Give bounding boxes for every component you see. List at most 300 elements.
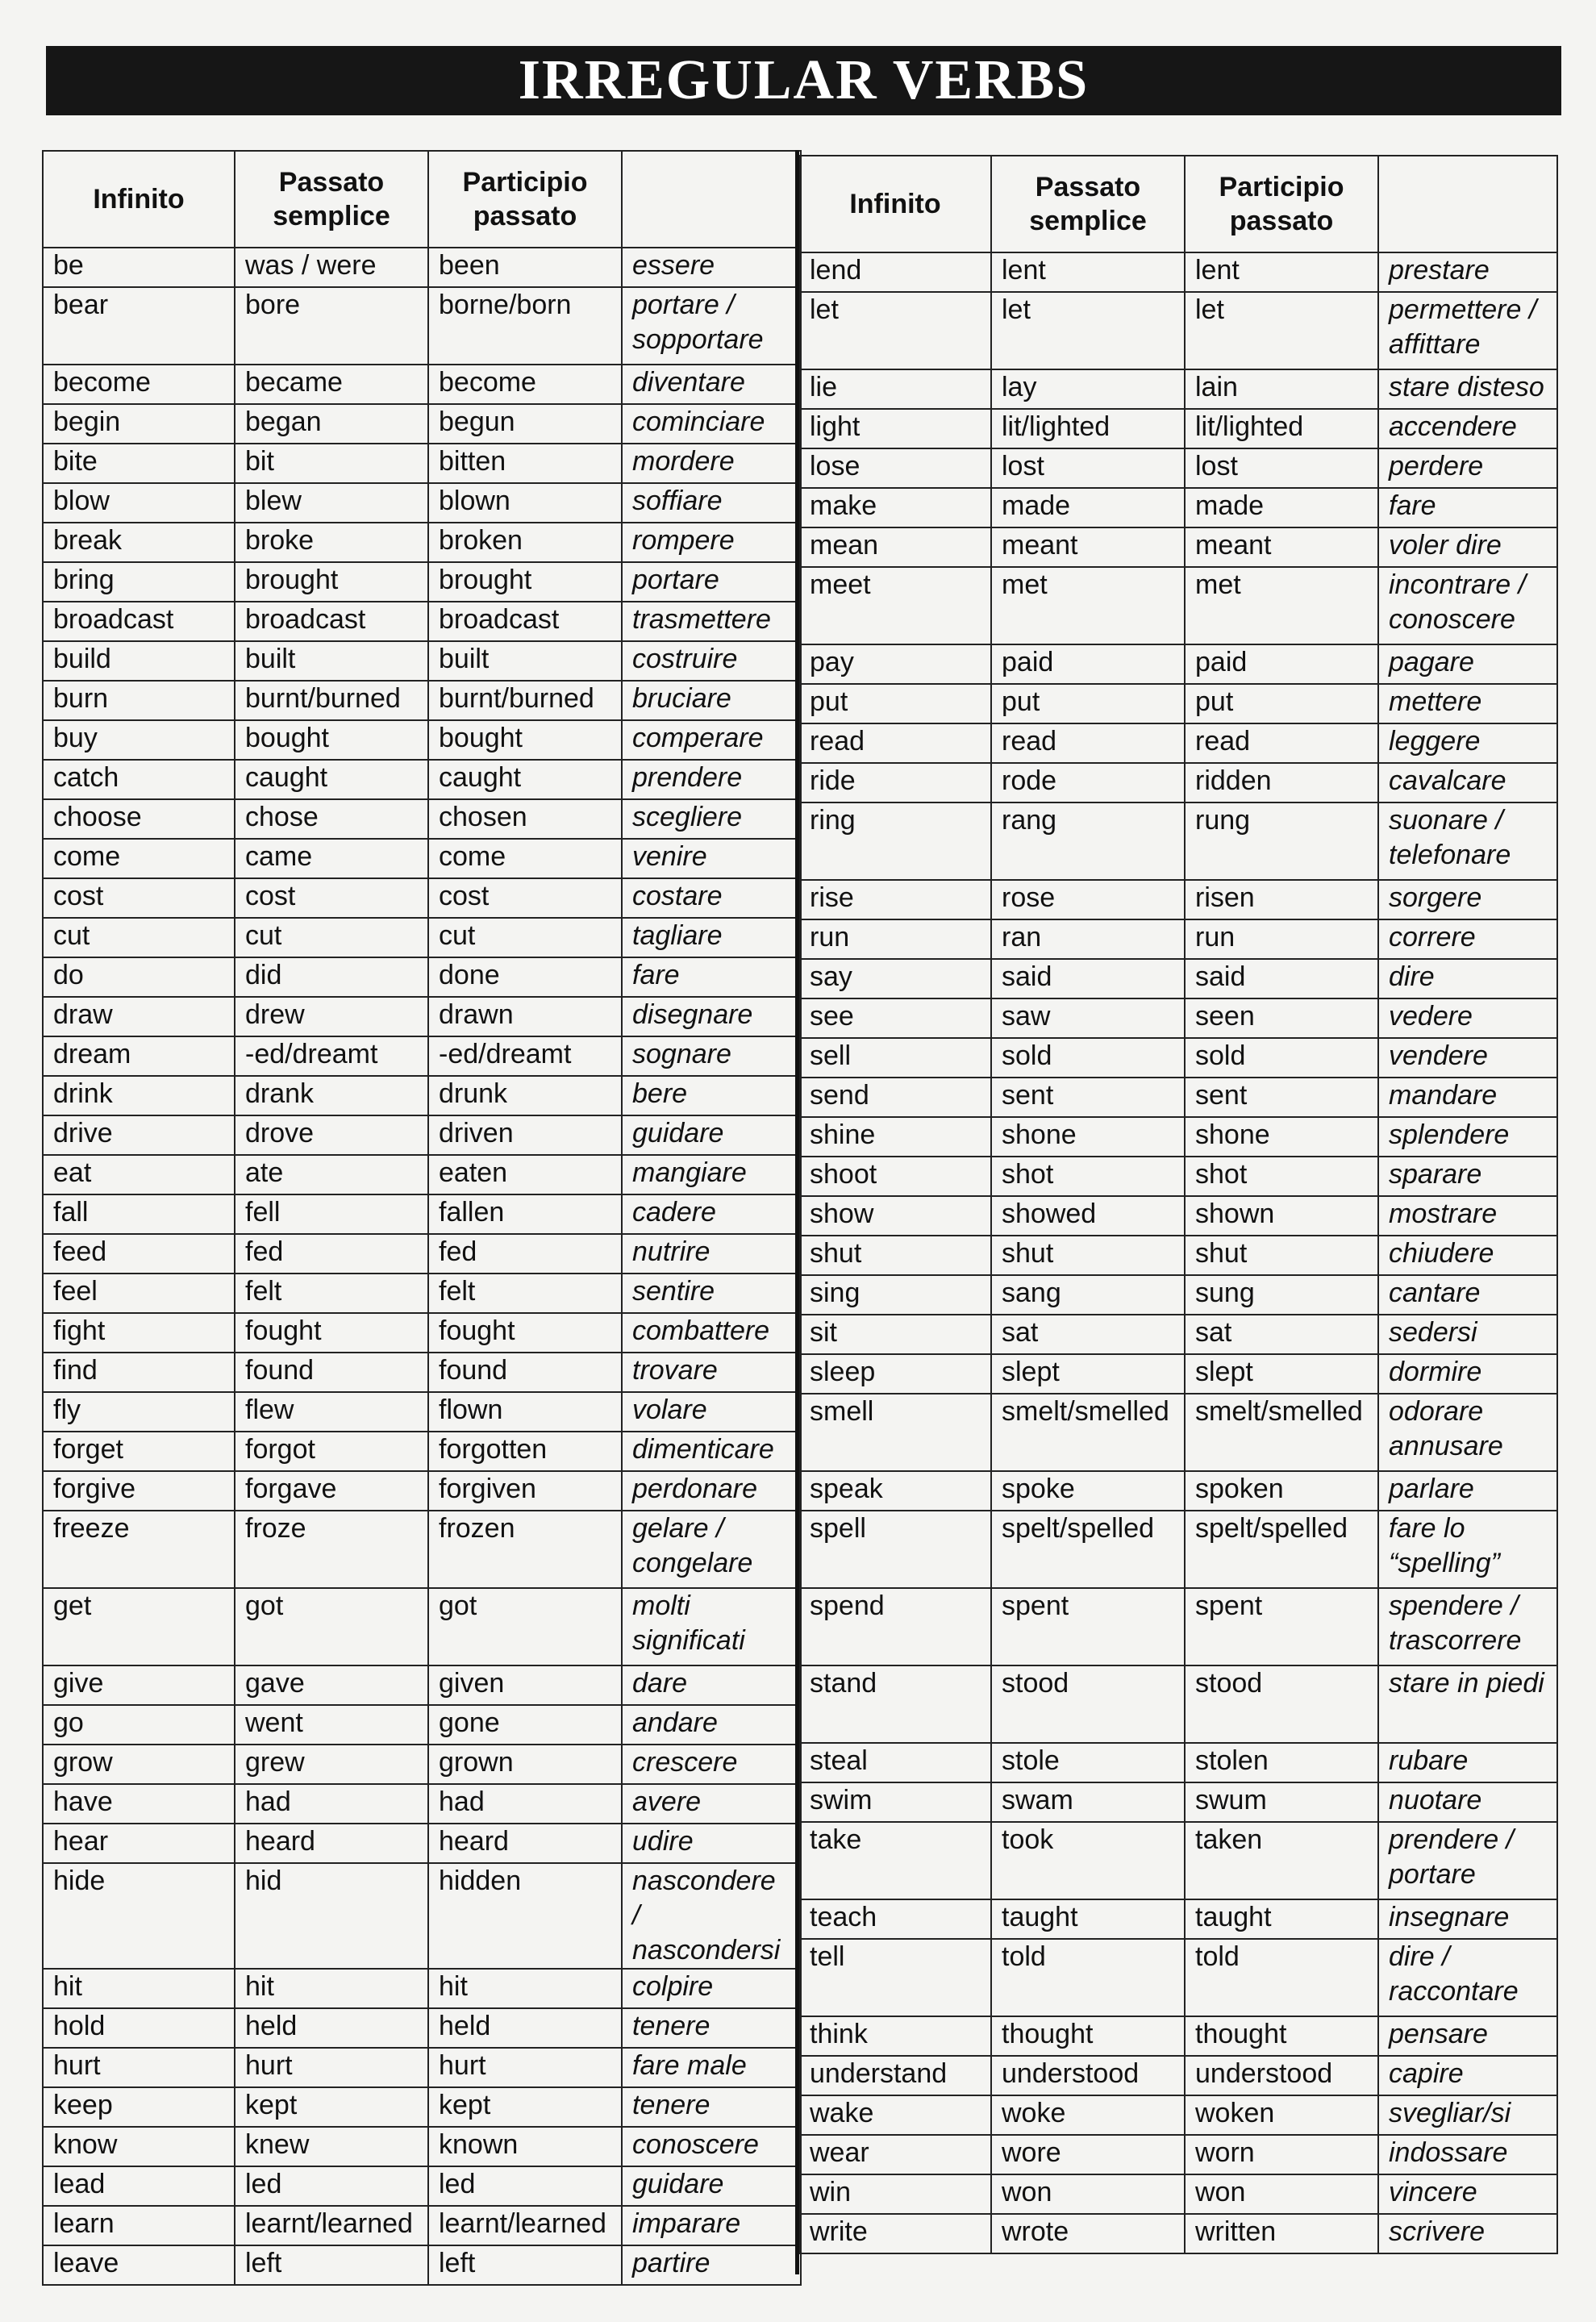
past-participle-cell: swum — [1185, 1782, 1378, 1822]
infinitive-cell: have — [43, 1784, 235, 1824]
italian-translation-cell: dormire — [1378, 1354, 1557, 1394]
infinitive-cell: shut — [799, 1236, 991, 1275]
simple-past-cell: burnt/burned — [235, 681, 428, 720]
past-participle-cell: been — [428, 248, 622, 287]
past-participle-cell: shot — [1185, 1157, 1378, 1196]
verb-row — [43, 957, 801, 997]
italian-translation-cell: nuotare — [1378, 1782, 1557, 1822]
italian-translation-cell: tenere — [622, 2087, 801, 2127]
past-participle-cell: drunk — [428, 1076, 622, 1115]
infinitive-cell: keep — [43, 2087, 235, 2127]
simple-past-cell: held — [235, 2008, 428, 2048]
infinitive-cell: wake — [799, 2095, 991, 2135]
simple-past-cell: paid — [991, 644, 1185, 684]
infinitive-cell: sit — [799, 1315, 991, 1354]
simple-past-cell: blew — [235, 483, 428, 523]
infinitive-cell: drink — [43, 1076, 235, 1115]
past-participle-cell: fallen — [428, 1194, 622, 1234]
simple-past-cell: forgot — [235, 1432, 428, 1471]
verb-row — [43, 2127, 801, 2166]
verb-row — [43, 1313, 801, 1353]
verb-row — [43, 365, 801, 404]
simple-past-cell: rose — [991, 880, 1185, 919]
infinitive-cell: fall — [43, 1194, 235, 1234]
past-participle-cell: fed — [428, 1234, 622, 1274]
infinitive-cell: read — [799, 723, 991, 763]
italian-translation-cell: dare — [622, 1665, 801, 1705]
infinitive-cell: know — [43, 2127, 235, 2166]
simple-past-cell: shone — [991, 1117, 1185, 1157]
verbs-table-left — [42, 150, 802, 2286]
verb-row — [43, 720, 801, 760]
simple-past-cell: stood — [991, 1665, 1185, 1743]
verb-row — [799, 2095, 1557, 2135]
simple-past-cell: woke — [991, 2095, 1185, 2135]
infinitive-cell: meet — [799, 567, 991, 644]
italian-translation-cell: fare lo “spelling” — [1378, 1511, 1557, 1588]
past-participle-cell: thought — [1185, 2016, 1378, 2056]
past-participle-cell: stolen — [1185, 1743, 1378, 1782]
past-participle-cell: given — [428, 1665, 622, 1705]
header-passato-semplice: Passato semplice — [235, 151, 428, 248]
verb-row — [43, 799, 801, 839]
infinitive-cell: pay — [799, 644, 991, 684]
verb-row — [799, 998, 1557, 1038]
italian-translation-cell: prendere / portare — [1378, 1822, 1557, 1899]
simple-past-cell: gave — [235, 1665, 428, 1705]
past-participle-cell: put — [1185, 684, 1378, 723]
verb-row — [799, 1743, 1557, 1782]
verb-row — [43, 562, 801, 602]
italian-translation-cell: guidare — [622, 2166, 801, 2206]
infinitive-cell: dream — [43, 1036, 235, 1076]
verb-row — [43, 1863, 801, 1969]
verb-row — [799, 2174, 1557, 2214]
header-passato-semplice: Passato semplice — [991, 156, 1185, 252]
past-participle-cell: forgotten — [428, 1432, 622, 1471]
past-participle-cell: woken — [1185, 2095, 1378, 2135]
simple-past-cell: thought — [991, 2016, 1185, 2056]
past-participle-cell: sat — [1185, 1315, 1378, 1354]
italian-translation-cell: venire — [622, 839, 801, 878]
past-participle-cell: lost — [1185, 448, 1378, 488]
simple-past-cell: took — [991, 1822, 1185, 1899]
italian-translation-cell: dire / raccontare — [1378, 1939, 1557, 2016]
past-participle-cell: brought — [428, 562, 622, 602]
italian-translation-cell: dire — [1378, 959, 1557, 998]
simple-past-cell: fought — [235, 1313, 428, 1353]
simple-past-cell: cost — [235, 878, 428, 918]
simple-past-cell: lost — [991, 448, 1185, 488]
infinitive-cell: blow — [43, 483, 235, 523]
verb-row — [43, 1824, 801, 1863]
verb-row — [43, 248, 801, 287]
simple-past-cell: broadcast — [235, 602, 428, 641]
past-participle-cell: risen — [1185, 880, 1378, 919]
simple-past-cell: bit — [235, 444, 428, 483]
past-participle-cell: hidden — [428, 1863, 622, 1969]
verb-row — [799, 1354, 1557, 1394]
simple-past-cell: had — [235, 1784, 428, 1824]
verb-row — [799, 1196, 1557, 1236]
verb-row — [799, 567, 1557, 644]
italian-translation-cell: volare — [622, 1392, 801, 1432]
infinitive-cell: forget — [43, 1432, 235, 1471]
italian-translation-cell: tagliare — [622, 918, 801, 957]
infinitive-cell: choose — [43, 799, 235, 839]
verb-row — [43, 1115, 801, 1155]
infinitive-cell: put — [799, 684, 991, 723]
italian-translation-cell: sognare — [622, 1036, 801, 1076]
verb-row — [799, 448, 1557, 488]
past-participle-cell: blown — [428, 483, 622, 523]
italian-translation-cell: chiudere — [1378, 1236, 1557, 1275]
simple-past-cell: fed — [235, 1234, 428, 1274]
italian-translation-cell: comperare — [622, 720, 801, 760]
italian-translation-cell: trasmettere — [622, 602, 801, 641]
past-participle-cell: spoken — [1185, 1471, 1378, 1511]
italian-translation-cell: incontrare / conoscere — [1378, 567, 1557, 644]
verb-row — [799, 1117, 1557, 1157]
simple-past-cell: did — [235, 957, 428, 997]
verb-row — [43, 681, 801, 720]
simple-past-cell: felt — [235, 1274, 428, 1313]
italian-translation-cell: stare in piedi — [1378, 1665, 1557, 1743]
infinitive-cell: hold — [43, 2008, 235, 2048]
italian-translation-cell: rompere — [622, 523, 801, 562]
infinitive-cell: get — [43, 1588, 235, 1665]
infinitive-cell: buy — [43, 720, 235, 760]
infinitive-cell: forgive — [43, 1471, 235, 1511]
simple-past-cell: stole — [991, 1743, 1185, 1782]
italian-translation-cell: spendere / trascorrere — [1378, 1588, 1557, 1665]
italian-translation-cell: soffiare — [622, 483, 801, 523]
infinitive-cell: hit — [43, 1969, 235, 2008]
italian-translation-cell: udire — [622, 1824, 801, 1863]
italian-translation-cell: voler dire — [1378, 527, 1557, 567]
infinitive-cell: lend — [799, 252, 991, 292]
simple-past-cell: caught — [235, 760, 428, 799]
simple-past-cell: told — [991, 1939, 1185, 2016]
verb-row — [799, 1315, 1557, 1354]
past-participle-cell: come — [428, 839, 622, 878]
simple-past-cell: showed — [991, 1196, 1185, 1236]
header-infinito: Infinito — [799, 156, 991, 252]
italian-translation-cell: portare / sopportare — [622, 287, 801, 365]
infinitive-cell: bring — [43, 562, 235, 602]
verb-row — [43, 2206, 801, 2245]
past-participle-cell: known — [428, 2127, 622, 2166]
infinitive-cell: catch — [43, 760, 235, 799]
past-participle-cell: forgiven — [428, 1471, 622, 1511]
past-participle-cell: shone — [1185, 1117, 1378, 1157]
past-participle-cell: driven — [428, 1115, 622, 1155]
verb-row — [799, 1899, 1557, 1939]
infinitive-cell: teach — [799, 1899, 991, 1939]
infinitive-cell: tell — [799, 1939, 991, 2016]
infinitive-cell: break — [43, 523, 235, 562]
header-italian — [1378, 156, 1557, 252]
verb-row — [43, 1511, 801, 1588]
past-participle-cell: eaten — [428, 1155, 622, 1194]
italian-translation-cell: colpire — [622, 1969, 801, 2008]
simple-past-cell: meant — [991, 527, 1185, 567]
simple-past-cell: sang — [991, 1275, 1185, 1315]
verb-row — [43, 1155, 801, 1194]
verb-row — [799, 369, 1557, 409]
infinitive-cell: mean — [799, 527, 991, 567]
simple-past-cell: cut — [235, 918, 428, 957]
italian-translation-cell: perdere — [1378, 448, 1557, 488]
infinitive-cell: win — [799, 2174, 991, 2214]
infinitive-cell: cut — [43, 918, 235, 957]
infinitive-cell: let — [799, 292, 991, 369]
past-participle-cell: made — [1185, 488, 1378, 527]
italian-translation-cell: conoscere — [622, 2127, 801, 2166]
italian-translation-cell: disegnare — [622, 997, 801, 1036]
italian-translation-cell: mettere — [1378, 684, 1557, 723]
verb-row — [799, 2135, 1557, 2174]
italian-translation-cell: pagare — [1378, 644, 1557, 684]
italian-translation-cell: portare — [622, 562, 801, 602]
past-participle-cell: spent — [1185, 1588, 1378, 1665]
infinitive-cell: stand — [799, 1665, 991, 1743]
past-participle-cell: gone — [428, 1705, 622, 1745]
infinitive-cell: shoot — [799, 1157, 991, 1196]
infinitive-cell: come — [43, 839, 235, 878]
verb-row — [799, 1665, 1557, 1743]
italian-translation-cell: prendere — [622, 760, 801, 799]
simple-past-cell: put — [991, 684, 1185, 723]
verb-row — [43, 483, 801, 523]
verbs-table-right — [798, 155, 1558, 2254]
simple-past-cell: hurt — [235, 2048, 428, 2087]
verb-row — [43, 839, 801, 878]
simple-past-cell: was / were — [235, 248, 428, 287]
verb-row — [43, 760, 801, 799]
verb-row — [43, 2166, 801, 2206]
verb-row — [799, 723, 1557, 763]
infinitive-cell: swim — [799, 1782, 991, 1822]
simple-past-cell: spent — [991, 1588, 1185, 1665]
italian-translation-cell: trovare — [622, 1353, 801, 1392]
simple-past-cell: made — [991, 488, 1185, 527]
infinitive-cell: lead — [43, 2166, 235, 2206]
verb-row — [43, 1353, 801, 1392]
past-participle-cell: grown — [428, 1745, 622, 1784]
verb-row — [43, 918, 801, 957]
infinitive-cell: freeze — [43, 1511, 235, 1588]
simple-past-cell: got — [235, 1588, 428, 1665]
simple-past-cell: went — [235, 1705, 428, 1745]
simple-past-cell: sat — [991, 1315, 1185, 1354]
italian-translation-cell: fare — [1378, 488, 1557, 527]
simple-past-cell: saw — [991, 998, 1185, 1038]
infinitive-cell: cost — [43, 878, 235, 918]
italian-translation-cell: combattere — [622, 1313, 801, 1353]
verb-row — [799, 802, 1557, 880]
past-participle-cell: told — [1185, 1939, 1378, 2016]
italian-translation-cell: parlare — [1378, 1471, 1557, 1511]
verb-row — [43, 1076, 801, 1115]
verb-row — [799, 409, 1557, 448]
italian-translation-cell: costruire — [622, 641, 801, 681]
italian-translation-cell: indossare — [1378, 2135, 1557, 2174]
verb-row — [799, 1078, 1557, 1117]
past-participle-cell: taught — [1185, 1899, 1378, 1939]
verb-row — [799, 644, 1557, 684]
past-participle-cell: paid — [1185, 644, 1378, 684]
simple-past-cell: froze — [235, 1511, 428, 1588]
past-participle-cell: hurt — [428, 2048, 622, 2087]
verb-row — [799, 1782, 1557, 1822]
simple-past-cell: spoke — [991, 1471, 1185, 1511]
simple-past-cell: rode — [991, 763, 1185, 802]
past-participle-cell: cost — [428, 878, 622, 918]
infinitive-cell: draw — [43, 997, 235, 1036]
italian-translation-cell: bruciare — [622, 681, 801, 720]
simple-past-cell: shot — [991, 1157, 1185, 1196]
past-participle-cell: felt — [428, 1274, 622, 1313]
past-participle-cell: slept — [1185, 1354, 1378, 1394]
simple-past-cell: built — [235, 641, 428, 681]
past-participle-cell: meant — [1185, 527, 1378, 567]
infinitive-cell: speak — [799, 1471, 991, 1511]
simple-past-cell: shut — [991, 1236, 1185, 1275]
simple-past-cell: grew — [235, 1745, 428, 1784]
infinitive-cell: sleep — [799, 1354, 991, 1394]
past-participle-cell: chosen — [428, 799, 622, 839]
infinitive-cell: light — [799, 409, 991, 448]
past-participle-cell: left — [428, 2245, 622, 2285]
infinitive-cell: hide — [43, 1863, 235, 1969]
past-participle-cell: shown — [1185, 1196, 1378, 1236]
simple-past-cell: drove — [235, 1115, 428, 1155]
infinitive-cell: sell — [799, 1038, 991, 1078]
infinitive-cell: find — [43, 1353, 235, 1392]
infinitive-cell: write — [799, 2214, 991, 2253]
italian-translation-cell: rubare — [1378, 1743, 1557, 1782]
verb-row — [43, 1745, 801, 1784]
past-participle-cell: met — [1185, 567, 1378, 644]
italian-translation-cell: scegliere — [622, 799, 801, 839]
italian-translation-cell: correre — [1378, 919, 1557, 959]
simple-past-cell: wrote — [991, 2214, 1185, 2253]
past-participle-cell: had — [428, 1784, 622, 1824]
verb-row — [799, 959, 1557, 998]
simple-past-cell: heard — [235, 1824, 428, 1863]
past-participle-cell: burnt/burned — [428, 681, 622, 720]
simple-past-cell: fell — [235, 1194, 428, 1234]
verb-row — [799, 252, 1557, 292]
verb-row — [43, 2008, 801, 2048]
infinitive-cell: spell — [799, 1511, 991, 1588]
italian-translation-cell: diventare — [622, 365, 801, 404]
infinitive-cell: lose — [799, 448, 991, 488]
past-participle-cell: lit/lighted — [1185, 409, 1378, 448]
italian-translation-cell: bere — [622, 1076, 801, 1115]
verb-row — [799, 1471, 1557, 1511]
past-participle-cell: seen — [1185, 998, 1378, 1038]
infinitive-cell: burn — [43, 681, 235, 720]
simple-past-cell: taught — [991, 1899, 1185, 1939]
simple-past-cell: won — [991, 2174, 1185, 2214]
verb-row — [43, 444, 801, 483]
italian-translation-cell: splendere — [1378, 1117, 1557, 1157]
italian-translation-cell: cadere — [622, 1194, 801, 1234]
title-banner — [46, 46, 1561, 115]
infinitive-cell: build — [43, 641, 235, 681]
past-participle-cell: broken — [428, 523, 622, 562]
italian-translation-cell: tenere — [622, 2008, 801, 2048]
verb-row — [43, 1274, 801, 1313]
infinitive-cell: learn — [43, 2206, 235, 2245]
infinitive-cell: become — [43, 365, 235, 404]
simple-past-cell: flew — [235, 1392, 428, 1432]
verb-row — [43, 2087, 801, 2127]
simple-past-cell: came — [235, 839, 428, 878]
simple-past-cell: found — [235, 1353, 428, 1392]
past-participle-cell: lent — [1185, 252, 1378, 292]
italian-translation-cell: leggere — [1378, 723, 1557, 763]
simple-past-cell: bore — [235, 287, 428, 365]
verb-row — [799, 1822, 1557, 1899]
verb-row — [799, 1236, 1557, 1275]
past-participle-cell: found — [428, 1353, 622, 1392]
infinitive-cell: ride — [799, 763, 991, 802]
past-participle-cell: sold — [1185, 1038, 1378, 1078]
verb-row — [43, 1392, 801, 1432]
past-participle-cell: broadcast — [428, 602, 622, 641]
simple-past-cell: became — [235, 365, 428, 404]
verb-row — [43, 1234, 801, 1274]
infinitive-cell: run — [799, 919, 991, 959]
past-participle-cell: said — [1185, 959, 1378, 998]
past-participle-cell: heard — [428, 1824, 622, 1863]
italian-translation-cell: cominciare — [622, 404, 801, 444]
simple-past-cell: met — [991, 567, 1185, 644]
italian-translation-cell: vincere — [1378, 2174, 1557, 2214]
past-participle-cell: rung — [1185, 802, 1378, 880]
infinitive-cell: be — [43, 248, 235, 287]
past-participle-cell: written — [1185, 2214, 1378, 2253]
italian-translation-cell: suonare / telefonare — [1378, 802, 1557, 880]
verb-row — [43, 2048, 801, 2087]
past-participle-cell: learnt/learned — [428, 2206, 622, 2245]
infinitive-cell: fly — [43, 1392, 235, 1432]
verb-row — [43, 1432, 801, 1471]
verb-row — [799, 2016, 1557, 2056]
simple-past-cell: understood — [991, 2056, 1185, 2095]
italian-translation-cell: cantare — [1378, 1275, 1557, 1315]
verb-row — [799, 488, 1557, 527]
simple-past-cell: let — [991, 292, 1185, 369]
italian-translation-cell: mostrare — [1378, 1196, 1557, 1236]
past-participle-cell: run — [1185, 919, 1378, 959]
italian-translation-cell: molti significati — [622, 1588, 801, 1665]
infinitive-cell: see — [799, 998, 991, 1038]
verb-row — [799, 2214, 1557, 2253]
italian-translation-cell: mandare — [1378, 1078, 1557, 1117]
italian-translation-cell: accendere — [1378, 409, 1557, 448]
italian-translation-cell: perdonare — [622, 1471, 801, 1511]
past-participle-cell: hit — [428, 1969, 622, 2008]
infinitive-cell: give — [43, 1665, 235, 1705]
past-participle-cell: taken — [1185, 1822, 1378, 1899]
simple-past-cell: slept — [991, 1354, 1185, 1394]
infinitive-cell: grow — [43, 1745, 235, 1784]
column-divider — [795, 150, 799, 2274]
